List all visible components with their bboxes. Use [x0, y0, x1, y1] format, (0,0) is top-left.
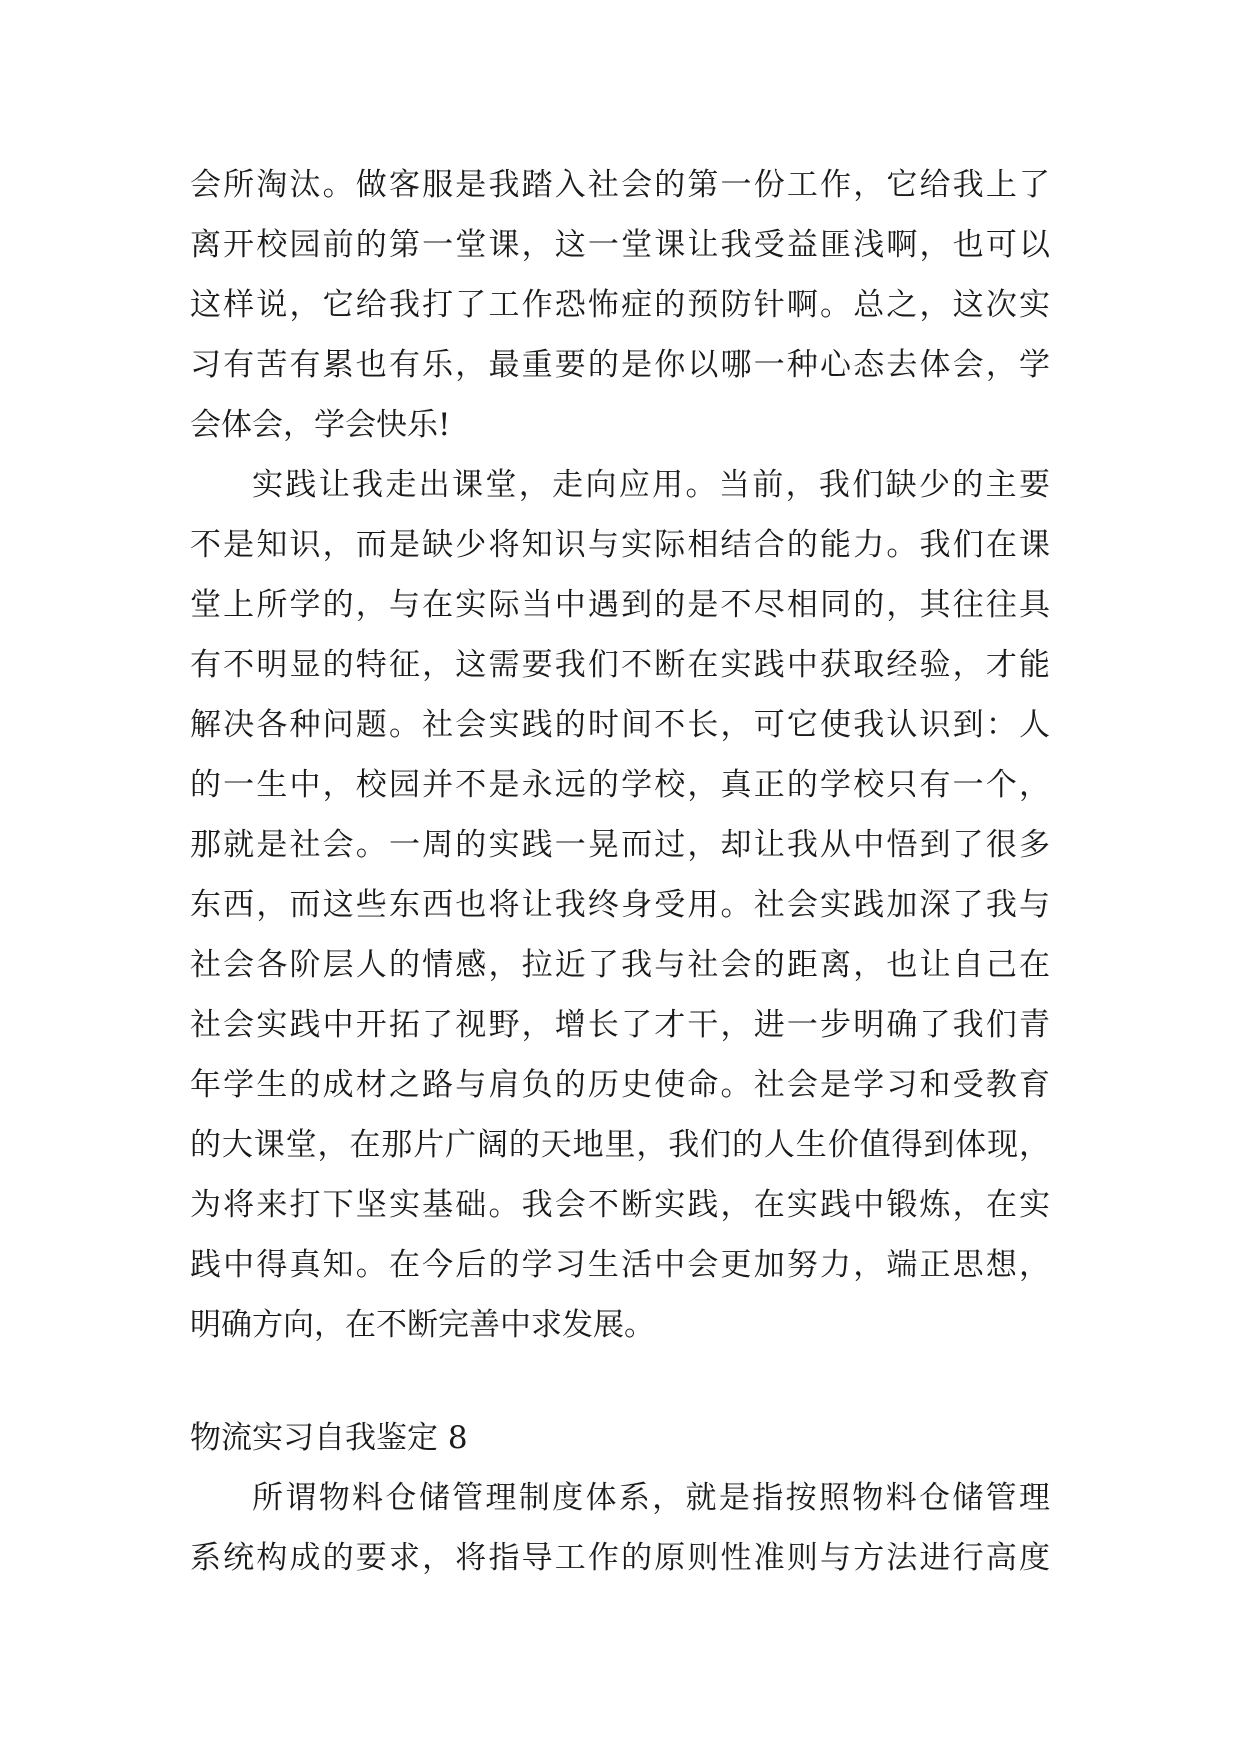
text-line: 的一生中，校园并不是永远的学校，真正的学校只有一个， — [190, 767, 1050, 803]
document-body — [190, 155, 1050, 1588]
paragraph-3 — [190, 1468, 1050, 1588]
text-line: 那就是社会。一周的实践一晃而过，却让我从中悟到了很多 — [190, 827, 1050, 863]
text-line: 有不明显的特征，这需要我们不断在实践中获取经验，才能 — [190, 647, 1050, 683]
text-line: 不是知识，而是缺少将知识与实际相结合的能力。我们在课 — [190, 527, 1050, 563]
text-line: 系统构成的要求，将指导工作的原则性准则与方法进行高度 — [190, 1540, 1050, 1576]
text-line: 离开校园前的第一堂课，这一堂课让我受益匪浅啊，也可以 — [190, 227, 1050, 263]
text-line: 堂上所学的，与在实际当中遇到的是不尽相同的，其往往具 — [190, 587, 1050, 623]
text-line: 社会各阶层人的情感，拉近了我与社会的距离，也让自己在 — [190, 947, 1050, 983]
text-line: 所谓物料仓储管理制度体系，就是指按照物料仓储管理 — [252, 1480, 1050, 1516]
text-line: 践中得真知。在今后的学习生活中会更加努力，端正思想， — [190, 1247, 1050, 1283]
text-line: 实践让我走出课堂，走向应用。当前，我们缺少的主要 — [252, 467, 1050, 503]
text-line: 会所淘汰。做客服是我踏入社会的第一份工作，它给我上了 — [190, 167, 1050, 203]
paragraph-1 — [190, 155, 1050, 455]
text-line: 明确方向，在不断完善中求发展。 — [190, 1307, 655, 1343]
text-line: 为将来打下坚实基础。我会不断实践，在实践中锻炼，在实 — [190, 1187, 1050, 1223]
text-line: 这样说，它给我打了工作恐怖症的预防针啊。总之，这次实 — [190, 287, 1050, 323]
text-line: 社会实践中开拓了视野，增长了才干，进一步明确了我们青 — [190, 1007, 1050, 1043]
text-line: 东西，而这些东西也将让我终身受用。社会实践加深了我与 — [190, 887, 1050, 923]
text-line: 习有苦有累也有乐，最重要的是你以哪一种心态去体会，学 — [190, 347, 1050, 383]
text-line: 会体会，学会快乐! — [190, 407, 451, 443]
text-line: 年学生的成材之路与肩负的历史使命。社会是学习和受教育 — [190, 1067, 1050, 1103]
text-line: 解决各种问题。社会实践的时间不长，可它使我认识到：人 — [190, 707, 1050, 743]
section-heading: 物流实习自我鉴定 8 — [190, 1420, 468, 1456]
paragraph-2 — [190, 455, 1050, 1355]
text-line: 的大课堂，在那片广阔的天地里，我们的人生价值得到体现， — [190, 1127, 1050, 1163]
